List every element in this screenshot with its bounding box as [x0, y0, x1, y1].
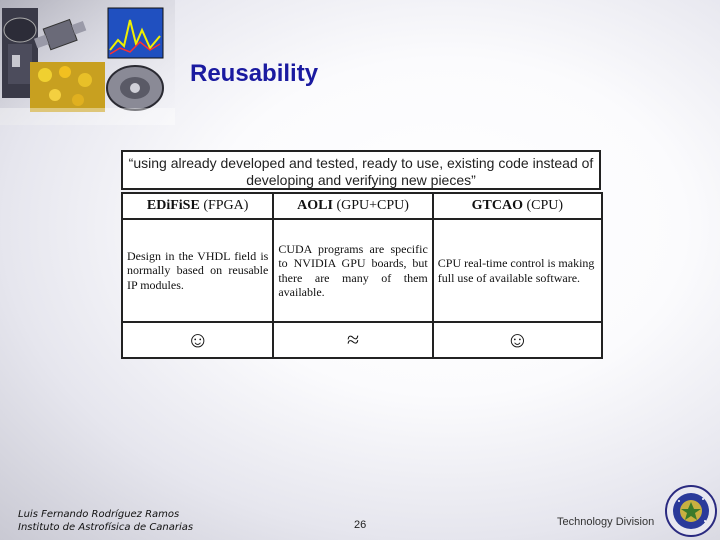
aoli-rating-icon: ≈	[273, 322, 432, 358]
division-label: Technology Division	[557, 516, 655, 528]
table-header-row	[122, 193, 602, 219]
gtcao-rating-icon: ☺	[433, 322, 602, 358]
spectrum-plot-icon	[108, 8, 163, 58]
comparison-table	[121, 192, 603, 359]
edifise-rating-icon: ☺	[122, 322, 273, 358]
footer-credits	[18, 508, 193, 534]
aoli-description: CUDA programs are specific to NVIDIA GPU boards, but there are many of them available.	[273, 219, 432, 322]
institute-seal-icon	[665, 485, 717, 537]
gtcao-description: CPU real-time control is making full use of available software.	[433, 219, 602, 322]
header-edifise: EDiFiSE (FPGA)	[122, 193, 273, 219]
author-name: Luis Fernando Rodríguez Ramos	[18, 509, 180, 520]
reusability-quote: “using already developed and tested, ready to use, existing code instead of developing and verifying new pieces”	[121, 150, 601, 190]
page-number: 26	[354, 519, 367, 531]
table-row	[122, 322, 602, 358]
header-aoli: AOLI (GPU+CPU)	[273, 193, 432, 219]
institute-name: Instituto de Astrofísica de Canarias	[18, 522, 194, 533]
header-image-collage	[0, 0, 175, 125]
table-row	[122, 219, 602, 322]
sunflower-field-icon	[30, 62, 105, 112]
slide-title: Reusability	[190, 60, 319, 87]
header-gtcao: GTCAO (CPU)	[433, 193, 602, 219]
instrument-icon	[107, 66, 163, 110]
edifise-description: Design in the VHDL field is normally based on reusable IP modules.	[122, 219, 273, 322]
